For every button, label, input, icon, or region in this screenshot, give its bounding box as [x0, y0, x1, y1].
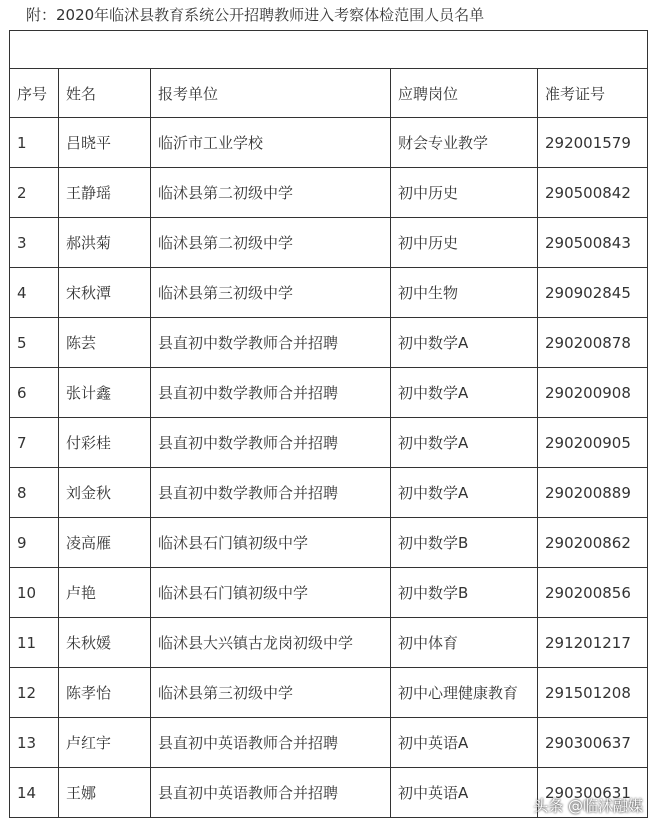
cell-name: 张计鑫 — [59, 368, 151, 418]
cell-name: 宋秋潭 — [59, 268, 151, 318]
cell-position: 初中英语A — [391, 768, 538, 818]
cell-name: 朱秋媛 — [59, 618, 151, 668]
cell-name: 王娜 — [59, 768, 151, 818]
header-name: 姓名 — [59, 69, 151, 118]
cell-position: 初中数学A — [391, 318, 538, 368]
cell-unit: 临沭县大兴镇古龙岗初级中学 — [151, 618, 391, 668]
cell-index: 14 — [10, 768, 59, 818]
cell-cert-number: 290200862 — [538, 518, 648, 568]
cell-unit: 临沂市工业学校 — [151, 118, 391, 168]
cell-index: 9 — [10, 518, 59, 568]
cell-index: 13 — [10, 718, 59, 768]
cell-index: 3 — [10, 218, 59, 268]
cell-name: 郝洪菊 — [59, 218, 151, 268]
cell-position: 初中数学A — [391, 368, 538, 418]
cell-cert-number: 290300637 — [538, 718, 648, 768]
table-row — [10, 618, 648, 668]
cell-position: 初中历史 — [391, 218, 538, 268]
table-row — [10, 268, 648, 318]
table-row — [10, 568, 648, 618]
cell-position: 初中生物 — [391, 268, 538, 318]
watermark: 头条 @临沭融媒 — [533, 797, 643, 815]
cell-unit: 县直初中英语教师合并招聘 — [151, 718, 391, 768]
cell-position: 初中历史 — [391, 168, 538, 218]
candidate-table — [9, 30, 648, 818]
cell-index: 8 — [10, 468, 59, 518]
cell-index: 1 — [10, 118, 59, 168]
cell-cert-number: 290500843 — [538, 218, 648, 268]
table-row — [10, 218, 648, 268]
cell-name: 凌高雁 — [59, 518, 151, 568]
blank-row — [10, 31, 648, 69]
header-cert-number: 准考证号 — [538, 69, 648, 118]
cell-unit: 县直初中数学教师合并招聘 — [151, 468, 391, 518]
cell-position: 初中英语A — [391, 718, 538, 768]
cell-unit: 县直初中数学教师合并招聘 — [151, 318, 391, 368]
cell-name: 卢红宇 — [59, 718, 151, 768]
cell-cert-number: 290500842 — [538, 168, 648, 218]
cell-unit: 临沭县石门镇初级中学 — [151, 518, 391, 568]
cell-cert-number: 291201217 — [538, 618, 648, 668]
cell-name: 付彩桂 — [59, 418, 151, 468]
cell-unit: 临沭县石门镇初级中学 — [151, 568, 391, 618]
cell-unit: 县直初中数学教师合并招聘 — [151, 418, 391, 468]
cell-name: 刘金秋 — [59, 468, 151, 518]
cell-index: 7 — [10, 418, 59, 468]
table-row — [10, 668, 648, 718]
cell-cert-number: 290200878 — [538, 318, 648, 368]
cell-cert-number: 290902845 — [538, 268, 648, 318]
cell-unit: 临沭县第二初级中学 — [151, 218, 391, 268]
table-header-row — [10, 69, 648, 118]
cell-position: 初中体育 — [391, 618, 538, 668]
cell-index: 6 — [10, 368, 59, 418]
cell-cert-number: 290200905 — [538, 418, 648, 468]
cell-unit: 临沭县第二初级中学 — [151, 168, 391, 218]
cell-position: 初中数学A — [391, 468, 538, 518]
table-row — [10, 518, 648, 568]
cell-index: 11 — [10, 618, 59, 668]
cell-cert-number: 291501208 — [538, 668, 648, 718]
table-row — [10, 718, 648, 768]
cell-name: 吕晓平 — [59, 118, 151, 168]
cell-position: 财会专业教学 — [391, 118, 538, 168]
header-unit: 报考单位 — [151, 69, 391, 118]
cell-name: 卢艳 — [59, 568, 151, 618]
cell-unit: 临沭县第三初级中学 — [151, 668, 391, 718]
cell-cert-number: 292001579 — [538, 118, 648, 168]
cell-index: 4 — [10, 268, 59, 318]
cell-position: 初中心理健康教育 — [391, 668, 538, 718]
cell-name: 陈芸 — [59, 318, 151, 368]
cell-index: 5 — [10, 318, 59, 368]
cell-cert-number: 290200889 — [538, 468, 648, 518]
table-row — [10, 468, 648, 518]
cell-name: 王静瑶 — [59, 168, 151, 218]
cell-index: 2 — [10, 168, 59, 218]
cell-index: 10 — [10, 568, 59, 618]
table-row — [10, 368, 648, 418]
cell-name: 陈孝怡 — [59, 668, 151, 718]
header-index: 序号 — [10, 69, 59, 118]
blank-cell — [10, 31, 648, 69]
cell-position: 初中数学B — [391, 518, 538, 568]
cell-cert-number: 290200856 — [538, 568, 648, 618]
table-row — [10, 768, 648, 818]
cell-position: 初中数学A — [391, 418, 538, 468]
cell-cert-number: 290300631 — [538, 768, 648, 818]
cell-unit: 县直初中英语教师合并招聘 — [151, 768, 391, 818]
table-row — [10, 318, 648, 368]
header-position: 应聘岗位 — [391, 69, 538, 118]
document-title: 附：2020年临沭县教育系统公开招聘教师进入考察体检范围人员名单 — [26, 6, 485, 24]
cell-position: 初中数学B — [391, 568, 538, 618]
cell-cert-number: 290200908 — [538, 368, 648, 418]
cell-index: 12 — [10, 668, 59, 718]
table-row — [10, 418, 648, 468]
cell-unit: 县直初中数学教师合并招聘 — [151, 368, 391, 418]
table-row — [10, 168, 648, 218]
cell-unit: 临沭县第三初级中学 — [151, 268, 391, 318]
table-row — [10, 118, 648, 168]
